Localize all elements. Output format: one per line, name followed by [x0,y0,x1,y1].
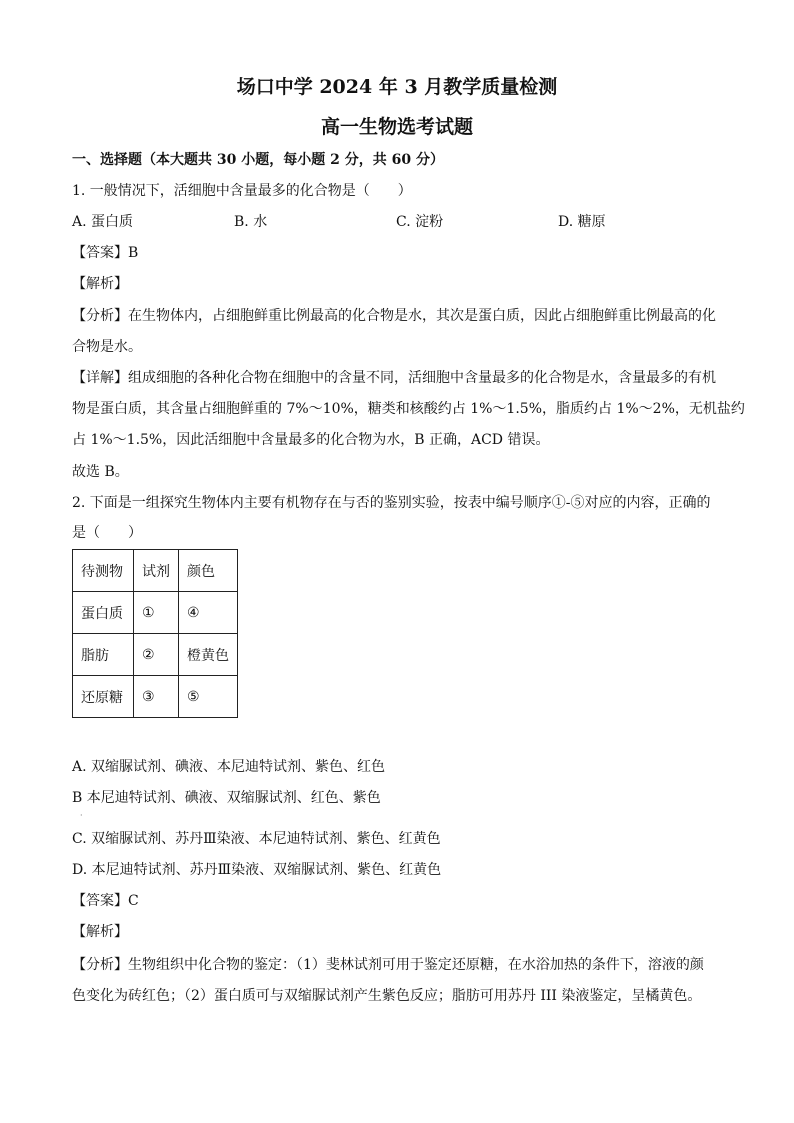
table-row [73,592,238,634]
q2-analysis-label: 【解析】 [72,924,128,940]
table-header-cell: 试剂 [134,550,179,592]
section-heading: 一、选择题（本大题共 30 小题，每小题 2 分，共 60 分） [72,152,444,168]
q2-option-a: A. 双缩脲试剂、碘液、本尼迪特试剂、紫色、红色 [72,759,386,775]
table-cell: ② [134,634,179,676]
q2-answer: 【答案】C [72,893,139,909]
q1-xiangjie-line2: 物是蛋白质，其含量占细胞鲜重的 7%～10%，糖类和核酸约占 1%～1.5%，脂质约占 1%～2%，无机盐约 [72,401,745,417]
q1-option-c: C. 淀粉 [396,214,444,230]
q1-fenxi-line1: 【分析】在生物体内，占细胞鲜重比例最高的化合物是水，其次是蛋白质，因此占细胞鲜重比例最高的化 [72,308,716,324]
exam-subtitle: 高一生物选考试题 [320,116,473,138]
q1-answer: 【答案】B [72,245,139,261]
table-header-cell: 颜色 [179,550,238,592]
exam-title: 场口中学 2024 年 3 月教学质量检测 [236,76,558,98]
q2-fenxi-line1: 【分析】生物组织中化合物的鉴定：（1）斐林试剂可用于鉴定还原糖，在水浴加热的条件下，溶液的颜 [72,957,704,973]
table-cell: ③ [134,676,179,718]
q1-option-b: B. 水 [234,214,268,230]
q2-option-b: B 本尼迪特试剂、碘液、双缩脲试剂、红色、紫色 [72,790,381,806]
q1-fenxi-line2: 合物是水。 [72,339,142,355]
q1-analysis-label: 【解析】 [72,276,128,292]
table-row [73,634,238,676]
q2-stem-line2: 是（ ） [72,525,142,541]
table-cell: 蛋白质 [73,592,134,634]
table-cell: 橙黄色 [179,634,238,676]
table-cell: 还原糖 [73,676,134,718]
table-header-row [73,550,238,592]
table-header-cell: 待测物 [73,550,134,592]
table-row [73,676,238,718]
table-cell: ⑤ [179,676,238,718]
q2-table [72,549,238,718]
table-cell: 脂肪 [73,634,134,676]
q1-option-a: A. 蛋白质 [72,214,134,230]
q2-fenxi-line2: 色变化为砖红色；（2）蛋白质可与双缩脲试剂产生紫色反应；脂肪可用苏丹 III 染液鉴定，呈橘黄色。 [72,988,702,1004]
q2-stem-line1: 2. 下面是一组探究生物体内主要有机物存在与否的鉴别实验，按表中编号顺序①-⑤对应的内容，正确的 [72,495,711,511]
table-cell: ① [134,592,179,634]
q2-option-d: D. 本尼迪特试剂、苏丹Ⅲ染液、双缩脲试剂、紫色、红黄色 [72,862,442,878]
q1-xiangjie-line3: 占 1%～1.5%，因此活细胞中含量最多的化合物为水，B 正确，ACD 错误。 [72,432,550,448]
q1-option-d: D. 糖原 [558,214,606,230]
table-cell: ④ [179,592,238,634]
q1-xiangjie-line1: 【详解】组成细胞的各种化合物在细胞中的含量不同，活细胞中含量最多的化合物是水，含量最多的有机 [72,370,716,386]
q2-option-c: C. 双缩脲试剂、苏丹Ⅲ染液、本尼迪特试剂、紫色、红黄色 [72,831,441,847]
q1-conclusion: 故选 B。 [72,464,129,480]
stray-mark: · [80,811,83,820]
q1-stem: 1. 一般情况下，活细胞中含量最多的化合物是（ ） [72,183,412,199]
